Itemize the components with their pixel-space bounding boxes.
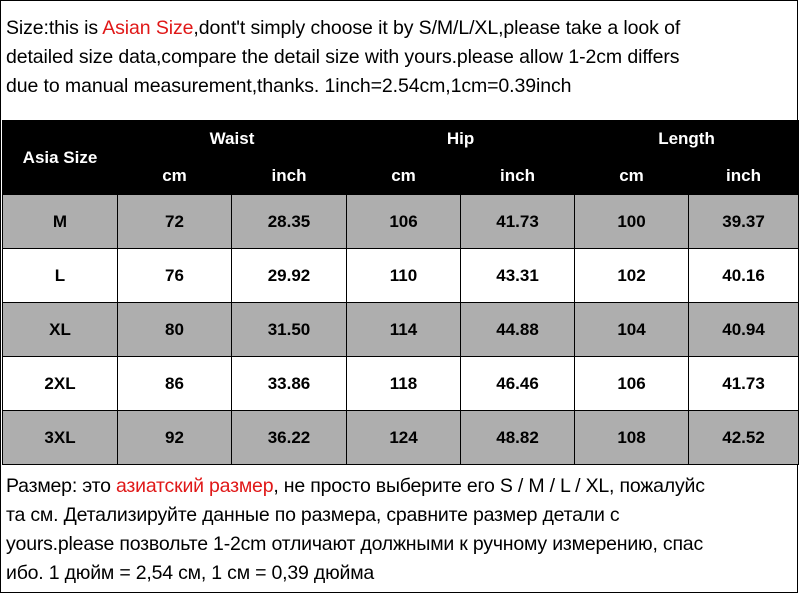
size-notice-english (6, 14, 796, 101)
table-cell: 33.86 (232, 357, 347, 411)
table-cell: 41.73 (461, 195, 575, 249)
table-row (3, 411, 799, 465)
unit-header: inch (689, 158, 799, 195)
table-cell: 106 (347, 195, 461, 249)
notice-line-1-rest: ,dont't simply choose it by S/M/L/XL,please take a look of (193, 17, 681, 39)
table-cell: 76 (118, 249, 232, 303)
table-cell: 106 (575, 357, 689, 411)
notice-line-2: detailed size data,compare the detail size with yours.please allow 1-2cm differs (6, 46, 680, 68)
ru-notice-prefix: Размер: это (6, 475, 116, 497)
table-cell: 124 (347, 411, 461, 465)
length-header: Length (575, 121, 799, 158)
table-cell: 114 (347, 303, 461, 357)
size-notice-russian (6, 472, 798, 588)
table-cell: 92 (118, 411, 232, 465)
table-cell: 104 (575, 303, 689, 357)
waist-header: Waist (118, 121, 347, 158)
unit-header: inch (461, 158, 575, 195)
table-row (3, 303, 799, 357)
table-cell: 31.50 (232, 303, 347, 357)
table-cell: 102 (575, 249, 689, 303)
notice-line-1 (6, 14, 796, 43)
table-row (3, 195, 799, 249)
table-cell: 100 (575, 195, 689, 249)
table-cell: 36.22 (232, 411, 347, 465)
unit-header: inch (232, 158, 347, 195)
table-row (3, 249, 799, 303)
table-cell: 118 (347, 357, 461, 411)
table-cell: 46.46 (461, 357, 575, 411)
table-cell: 44.88 (461, 303, 575, 357)
table-cell: 42.52 (689, 411, 799, 465)
table-cell: 80 (118, 303, 232, 357)
asia-size-header: Asia Size (3, 121, 118, 195)
table-cell: 40.16 (689, 249, 799, 303)
unit-header: cm (575, 158, 689, 195)
size-chart-table (2, 120, 799, 465)
ru-notice-line-3: yours.please позвольте 1-2cm отличают должными к ручному измерению, спас (6, 533, 703, 555)
table-row (3, 357, 799, 411)
size-label: M (3, 195, 118, 249)
ru-notice-line-2: та см. Детализируйте данные по размера, сравните размер детали с (6, 504, 620, 526)
table-cell: 43.31 (461, 249, 575, 303)
size-label: XL (3, 303, 118, 357)
unit-header: cm (118, 158, 232, 195)
table-cell: 48.82 (461, 411, 575, 465)
unit-header: cm (347, 158, 461, 195)
ru-asian-size-highlight: азиатский размер (115, 475, 274, 497)
table-cell: 72 (118, 195, 232, 249)
hip-header: Hip (347, 121, 575, 158)
table-cell: 39.37 (689, 195, 799, 249)
notice-prefix: Size:this is (6, 17, 103, 39)
table-cell: 29.92 (232, 249, 347, 303)
table-cell: 40.94 (689, 303, 799, 357)
table-cell: 110 (347, 249, 461, 303)
notice-line-3: due to manual measurement,thanks. 1inch=2.54cm,1cm=0.39inch (6, 75, 572, 97)
size-label: 2XL (3, 357, 118, 411)
size-label: L (3, 249, 118, 303)
size-label: 3XL (3, 411, 118, 465)
table-cell: 86 (118, 357, 232, 411)
ru-notice-line-4: ибо. 1 дюйм = 2,54 см, 1 см = 0,39 дюйма (6, 562, 375, 584)
ru-notice-line-1 (6, 472, 798, 501)
asian-size-highlight: Asian Size (102, 17, 194, 39)
ru-notice-line-1-rest: , не просто выберите его S / M / L / XL, пожалуйс (273, 475, 705, 497)
table-cell: 108 (575, 411, 689, 465)
table-cell: 41.73 (689, 357, 799, 411)
table-cell: 28.35 (232, 195, 347, 249)
